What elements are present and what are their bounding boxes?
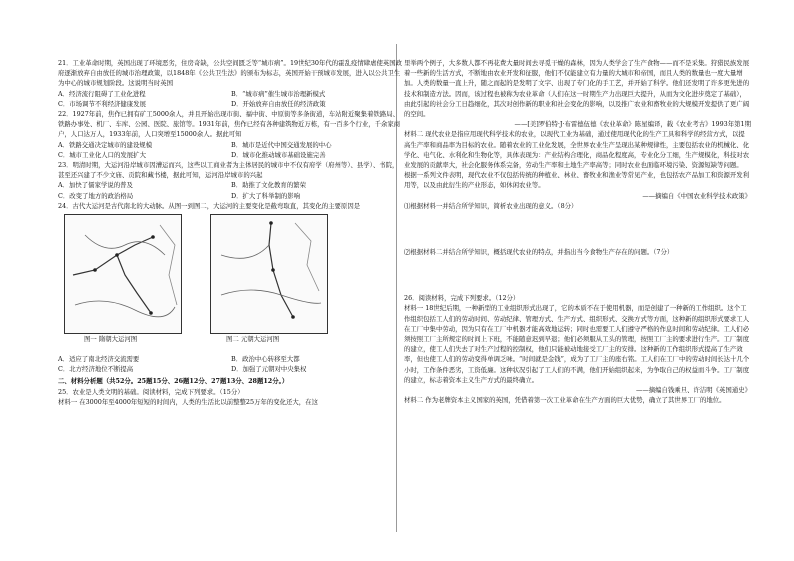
option-b: B．政治中心转移至大都 [231,355,300,364]
option-d: D．城市化推动城市基础设施完善 [231,150,326,159]
question-24-stem: 24．古代大运河是古代南北的大动脉。从图一到图二，大运河的主要变化是截弯取直，其变化的主要原因是 [58,201,361,210]
sui-canal-map [64,214,182,334]
option-a: A．加快了儒家学说的普及 [58,181,133,190]
question-26-source: ——摘编自钱乘旦、许洁明《英国通史》 [635,386,751,395]
option-b: B．助推了文化教育的繁荣 [231,181,306,190]
question-22-options [58,140,404,160]
right-column [404,58,751,405]
question-24-options [58,354,404,374]
option-c: C．市场调节不利经济健康发展 [58,99,146,108]
question-21-stem: 21．工业革命时期，英国出现了环境恶劣，住房奇缺，公共空间匮乏等“城市病”。19世纪30年代的霍乱疫情肆虐使英国政府逐渐放弃自由放任的城市治理政策，以1848年《公共卫生法》的颁布为标志，英国开始干预城市发展，进入以公共卫生为中心的城市规划阶段。这说明当时英国 [58,59,403,88]
yuan-canal-map [210,214,328,334]
option-c: C．北方经济地位不断提高 [58,365,134,374]
answer-space [404,211,751,247]
question-25-part-2: ⑵根据材料二并结合所学知识，概括现代农业的特点，并指出当今食物生产存在的问题。（7分） [404,248,674,257]
material-1-source: ——[美]罗伯特·J·布雷德伍德《农业革命》陈星编译，载《农业考古》1993年第1期 [514,120,751,129]
question-26-material-2: 材料二 作为老牌资本主义国家的英国，凭借着第一次工业革命在生产方面的巨大优势，确立了其世界工厂的地位。 [404,396,726,405]
material-2: 材料二 现代农业是指应用现代科学技术的农业，以现代工业为基础，通过使用现代化的生产工具和科学的经营方式，以提高生产率和商品率为目标的农业。随着农业的工业化发展，全世界农业生产呈现出某种规律性，主要包括农业的机械化、化学化、电气化、水利化和生物化等，具体表现为：产业结构合理化，商品化程度高，专业化分工细，生产规模化，科技对农业发展的贡献率大，社会化服务体系完备，劳动生产率和土地生产率高等；同时农业也面临环境污染、资源短缺等问题。 [404,130,750,170]
left-column [58,58,404,407]
canal-maps [58,214,404,352]
option-d: D．开始放弃自由放任的经济政策 [231,99,326,108]
option-a: A．铁路交通决定城市的建设规模 [58,140,153,149]
question-26-material-1: 材料一 18世纪后期，一种新型的工业组织形式出现了，它的本质不在于使用机器，而是创建了一种新的工作组织。这个工作组织包括工人们的劳动时间、劳动纪律、管理方式、生产方式、组织形式、交换方式等方面，这种新的组织形式要求工人在工厂中集中劳动，因为只有在工厂中机器才能高效地运转；同时也需要工人们遵守严格的作息时间和劳动纪律。工人们必须按照工厂主所规定的时间上下班，不能随意迟到早退；他们必须服从工头的管理，按照工厂主的要求进行生产。工厂制度的建立，使工人们失去了对生产过程的控制权，他们只能被动地接受工厂主的安排。这种新的工作组织形式提高了生产效率，但也使工人们的劳动变得单调乏味。“时间就是金钱”，成为了工厂主的座右铭。工人们在工厂中的劳动时间长达十几个小时，工作条件恶劣，工资低廉。这种状况引起了工人们的不满，他们开始组织起来，为争取自己的权益而斗争。工厂制度的建立，标志着资本主义生产方式的最终确立。 [404,304,750,384]
material-2-source: ——摘编自《中国农业科学技术政策》 [642,191,751,200]
option-a: A．适应了南北经济交流需要 [58,355,140,364]
map2-caption: 图二 元朝大运河图 [226,335,280,344]
option-d: D．扩大了科举制的影响 [231,191,301,200]
question-23-stem: 23．明清时期，大运河沿岸城市因漕运而兴，这些以工商业者为主体居民的城市中不仅有府学（府州等）、县学）、书院，甚至还兴建了不少文庙、贡院和藏书楼，据此可知，运河沿岸城市的兴起 [58,161,399,180]
answer-space [404,257,751,293]
question-21-options [58,89,404,109]
section-2-heading: 二、材料分析题（共52分。25题15分、26题12分、27题13分、28题12分。） [58,377,289,386]
option-c: C．改变了地方的政治格局 [58,191,134,200]
question-25-part-1: ⑴根据材料一并结合所学知识，简析农业出现的意义。（8分） [404,201,578,210]
option-b: B．城市是近代中国交通发展的中心 [231,140,332,149]
question-22-stem: 22．1927年前，焦作已拥有矿工5000余人，并且开始出现市街、福中街、中原街等多条街道，车站附近聚集着铁路局、铁路办事处、机厂、车库、公园、医院、旅馆等。1931年前，焦作已经有各种建筑物近万栋，有一百多个行业，千余家商户，人口达万人，1933年前，人口突增至15000余人。据此可知 [58,110,401,139]
option-c: C．城市工业化人口的发展扩大 [58,150,146,159]
option-d: D．加强了元朝对中央集权 [231,365,307,374]
material-2-paragraph: 根据一系列文件表明，现代农业不仅包括传统的种植业、林业、畜牧业和渔业等常见产业，也包括农产品加工和资源开发利用等，以及由此衍生的产业形态，如休闲农业等。 [404,171,750,190]
material-1: 材料一 在3000年至4000年短短的时间内，人类的生活比以前整整25万年的变化还大，在这 [58,397,318,406]
material-1-continued: 里举两个例子，大多数人都不再花费大量时间去寻觅干燥的森林，因为人类学会了生产食物——而不是采集。狩猎民族发展着一些新的生活方式，不断地由农业开发和征服，他们不仅能建立有力量的大城市和帝国，而且人类的数量也一度大量增加。人类的数量一直上升，随之而起的是发明了文字、出现了专门化的手工艺，并开始了科学。他们还发明了许多更先进的技术和制造方法。因而，该过程也被称为农业革命（人们在这一时期生产力出现巨大提升，从而为文化进步奠定了基础），由此引起的社会分工日趋细化，其次对创作新的职业和社会变化的影响，以及推广农业和畜牧业的大规模开发提供了更广阔的空间。 [404,59,750,119]
option-a: A．经济流行阻碍了工业化进程 [58,89,146,98]
question-25-stem: 25．农业是人类文明的基础。阅读材料，完成下列要求。（15分） [58,387,244,396]
question-23-options [58,180,404,200]
question-26-stem: 26．阅读材料，完成下列要求。（12分） [404,294,520,303]
option-b: B．“城市病”催生城市治理新模式 [231,89,326,98]
map1-caption: 图一 隋朝大运河图 [84,335,138,344]
